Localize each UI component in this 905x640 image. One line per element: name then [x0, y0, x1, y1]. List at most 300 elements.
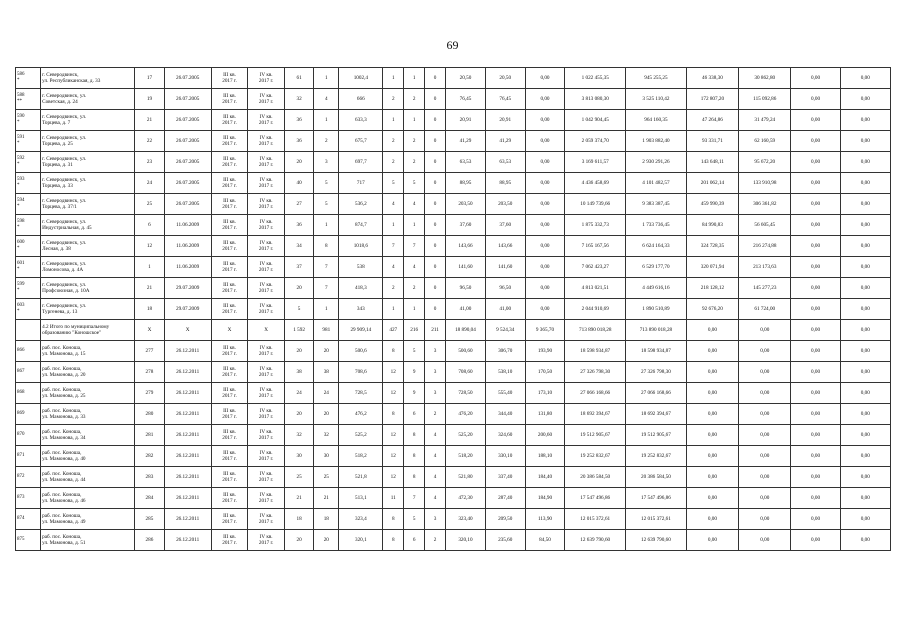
cell-r1: 8: [383, 341, 404, 362]
cell-m4: 0,00: [739, 362, 791, 383]
cell-z2: 0,00: [840, 215, 890, 236]
cell-z1: 0,00: [791, 404, 840, 425]
cell-r1: 7: [383, 236, 404, 257]
cell-s1: 521,80: [446, 467, 486, 488]
cell-q2: IV кв. 2017 г.: [248, 194, 285, 215]
cell-addr: раб. пос. Коноша, ул. Мамонова, д. 33: [41, 404, 135, 425]
cell-m3: 46 338,30: [686, 68, 738, 89]
cell-area: 418,3: [339, 278, 383, 299]
cell-z1: 0,00: [791, 152, 840, 173]
cell-m1: 27 066 168,66: [565, 383, 626, 404]
cell-z1: 0,00: [791, 341, 840, 362]
cell-z2: 0,00: [840, 131, 890, 152]
cell-q2: IV кв. 2017 г.: [248, 152, 285, 173]
cell-s3: 200,60: [525, 425, 565, 446]
cell-r1: 1: [383, 299, 404, 320]
cell-s2: 235,60: [485, 530, 525, 551]
cell-area: 518,2: [339, 446, 383, 467]
cell-m4: 216 274,88: [739, 236, 791, 257]
cell-date: 29.07.2009: [164, 278, 211, 299]
cell-m1: 27 326 798,30: [565, 362, 626, 383]
cell-c2: 7: [314, 257, 339, 278]
cell-m4: 115 092,86: [739, 89, 791, 110]
cell-q1: III кв. 2017 г.: [211, 131, 248, 152]
cell-addr: раб. пос. Коноша, ул. Мамонова, д. 15: [41, 341, 135, 362]
cell-r2: 9: [404, 362, 425, 383]
cell-m4: 0,00: [739, 341, 791, 362]
cell-area: 29 909,14: [339, 320, 383, 341]
cell-r3: 4: [425, 488, 446, 509]
cell-s2: 96,50: [485, 278, 525, 299]
cell-c1: 20: [284, 152, 313, 173]
cell-s3: 0,00: [525, 152, 565, 173]
cell-addr: раб. пос. Коноша, ул. Мамонова, д. 46: [41, 488, 135, 509]
cell-z1: 0,00: [791, 194, 840, 215]
cell-s3: 170,50: [525, 362, 565, 383]
cell-c1: 20: [284, 530, 313, 551]
cell-m1: 3 169 611,57: [565, 152, 626, 173]
cell-q1: III кв. 2017 г.: [211, 215, 248, 236]
cell-m4: 0,00: [739, 530, 791, 551]
cell-m3: 0,00: [686, 446, 738, 467]
cell-m4: 213 173,63: [739, 257, 791, 278]
cell-s2: 41,00: [485, 299, 525, 320]
cell-s2: 287,40: [485, 488, 525, 509]
cell-idx: 871: [16, 446, 41, 467]
cell-area: 675,7: [339, 131, 383, 152]
cell-q2: IV кв. 2017 г.: [248, 425, 285, 446]
cell-c1: 21: [284, 488, 313, 509]
cell-n: 285: [135, 509, 164, 530]
cell-m4: 56 605,45: [739, 215, 791, 236]
cell-m4: 0,00: [739, 320, 791, 341]
cell-c2: 20: [314, 341, 339, 362]
cell-c1: 24: [284, 383, 313, 404]
cell-idx: 600 *: [16, 236, 41, 257]
cell-m1: 1 022 455,35: [565, 68, 626, 89]
cell-c1: 38: [284, 362, 313, 383]
cell-q2: IV кв. 2017 г.: [248, 257, 285, 278]
cell-area: 728,5: [339, 383, 383, 404]
cell-s3: 0,00: [525, 236, 565, 257]
cell-m1: 713 890 018,28: [565, 320, 626, 341]
cell-z2: 0,00: [840, 362, 890, 383]
cell-date: 26.07.2005: [164, 173, 211, 194]
cell-r3: 3: [425, 341, 446, 362]
cell-z1: 0,00: [791, 383, 840, 404]
cell-r3: 4: [425, 446, 446, 467]
cell-c1: 25: [284, 467, 313, 488]
cell-c2: 5: [314, 194, 339, 215]
cell-addr: г. Северодвинск, ул. Торцева, д. 25: [41, 131, 135, 152]
cell-m1: 7 062 423,27: [565, 257, 626, 278]
table-row: [16, 131, 891, 152]
cell-c2: 1: [314, 299, 339, 320]
cell-date: 26.07.2005: [164, 194, 211, 215]
cell-s3: 0,00: [525, 278, 565, 299]
cell-z1: 0,00: [791, 278, 840, 299]
cell-addr: г. Северодвинск, ул. Республиканская, д. 33: [41, 68, 135, 89]
cell-c2: 20: [314, 530, 339, 551]
cell-m1: 12 015 372,61: [565, 509, 626, 530]
table-row: [16, 530, 891, 551]
cell-c2: 21: [314, 488, 339, 509]
cell-addr: раб. пос. Коноша, ул. Мамонова, д. 49: [41, 509, 135, 530]
cell-z2: 0,00: [840, 278, 890, 299]
cell-date: 26.12.2011: [164, 425, 211, 446]
cell-c2: 3: [314, 152, 339, 173]
cell-n: 277: [135, 341, 164, 362]
cell-n: 21: [135, 110, 164, 131]
cell-idx: 875: [16, 530, 41, 551]
cell-s1: 500,60: [446, 341, 486, 362]
cell-n: X: [135, 320, 164, 341]
cell-s1: 476,20: [446, 404, 486, 425]
cell-c2: 7: [314, 278, 339, 299]
table-row: [16, 152, 891, 173]
cell-r3: 0: [425, 68, 446, 89]
cell-m3: 0,00: [686, 530, 738, 551]
cell-addr: 4.2 Итого по муниципальному образованию "Коношское": [41, 320, 135, 341]
cell-n: 17: [135, 68, 164, 89]
cell-c2: 24: [314, 383, 339, 404]
cell-q2: IV кв. 2017 г.: [248, 488, 285, 509]
table-row: [16, 425, 891, 446]
cell-m4: 0,00: [739, 467, 791, 488]
cell-r1: 8: [383, 509, 404, 530]
cell-s2: 209,50: [485, 509, 525, 530]
cell-addr: г. Северодвинск, ул. Советская, д. 24: [41, 89, 135, 110]
cell-m4: 95 672,20: [739, 152, 791, 173]
cell-s3: 0,00: [525, 194, 565, 215]
cell-m4: 0,00: [739, 383, 791, 404]
cell-c1: 32: [284, 425, 313, 446]
table-row: [16, 194, 891, 215]
cell-r3: 211: [425, 320, 446, 341]
cell-q1: III кв. 2017 г.: [211, 299, 248, 320]
cell-m2: 18 598 934,87: [626, 341, 687, 362]
cell-s3: 0,00: [525, 215, 565, 236]
cell-r3: 0: [425, 194, 446, 215]
cell-date: 11.06.2009: [164, 215, 211, 236]
cell-s3: 184,40: [525, 467, 565, 488]
cell-q2: IV кв. 2017 г.: [248, 446, 285, 467]
table-row: [16, 362, 891, 383]
cell-n: 281: [135, 425, 164, 446]
cell-s2: 20,91: [485, 110, 525, 131]
cell-s1: 88,95: [446, 173, 486, 194]
cell-c2: 8: [314, 236, 339, 257]
cell-z2: 0,00: [840, 68, 890, 89]
cell-s2: 203,50: [485, 194, 525, 215]
cell-s3: 0,00: [525, 131, 565, 152]
cell-s2: 538,10: [485, 362, 525, 383]
cell-date: 26.07.2005: [164, 68, 211, 89]
cell-idx: 594 *: [16, 194, 41, 215]
cell-c2: 1: [314, 68, 339, 89]
cell-area: 717: [339, 173, 383, 194]
cell-c2: 4: [314, 89, 339, 110]
cell-q1: III кв. 2017 г.: [211, 530, 248, 551]
cell-m3: 93 331,71: [686, 131, 738, 152]
cell-q2: IV кв. 2017 г.: [248, 509, 285, 530]
cell-r1: 8: [383, 404, 404, 425]
cell-m1: 18 598 934,87: [565, 341, 626, 362]
cell-addr: раб. пос. Коноша, ул. Мамонова, д. 44: [41, 467, 135, 488]
cell-m4: 0,00: [739, 488, 791, 509]
cell-s2: 41,29: [485, 131, 525, 152]
cell-m1: 4 436 458,69: [565, 173, 626, 194]
cell-z1: 0,00: [791, 299, 840, 320]
cell-c1: 20: [284, 341, 313, 362]
cell-q2: IV кв. 2017 г.: [248, 215, 285, 236]
cell-r1: 4: [383, 257, 404, 278]
cell-idx: 590 *: [16, 110, 41, 131]
cell-z1: 0,00: [791, 173, 840, 194]
cell-m2: 4 101 482,57: [626, 173, 687, 194]
cell-m4: 0,00: [739, 425, 791, 446]
cell-z2: 0,00: [840, 404, 890, 425]
table-row: [16, 236, 891, 257]
cell-addr: г. Северодвинск, ул. Торцева, д. 7: [41, 110, 135, 131]
cell-r2: 2: [404, 278, 425, 299]
cell-s2: 555,40: [485, 383, 525, 404]
cell-s1: 41,29: [446, 131, 486, 152]
cell-idx: 873: [16, 488, 41, 509]
cell-area: 697,7: [339, 152, 383, 173]
cell-idx: 868: [16, 383, 41, 404]
cell-m4: 133 910,98: [739, 173, 791, 194]
cell-idx: 592 *: [16, 152, 41, 173]
cell-n: 284: [135, 488, 164, 509]
cell-r2: 7: [404, 236, 425, 257]
cell-area: 1018,6: [339, 236, 383, 257]
cell-date: 26.12.2011: [164, 404, 211, 425]
cell-r1: 2: [383, 131, 404, 152]
cell-q2: IV кв. 2017 г.: [248, 236, 285, 257]
cell-q2: IV кв. 2017 г.: [248, 68, 285, 89]
cell-area: 525,2: [339, 425, 383, 446]
cell-n: 18: [135, 299, 164, 320]
table-row: [16, 383, 891, 404]
cell-area: 538: [339, 257, 383, 278]
cell-z1: 0,00: [791, 488, 840, 509]
cell-s3: 131,80: [525, 404, 565, 425]
cell-m4: 306 361,82: [739, 194, 791, 215]
cell-s1: 728,50: [446, 383, 486, 404]
cell-s2: 337,40: [485, 467, 525, 488]
cell-r3: 0: [425, 152, 446, 173]
cell-date: 26.12.2011: [164, 530, 211, 551]
cell-addr: раб. пос. Коноша, ул. Мамонова, д. 25: [41, 383, 135, 404]
cell-m2: 6 624 164,33: [626, 236, 687, 257]
cell-s1: 37,60: [446, 215, 486, 236]
cell-m3: 0,00: [686, 467, 738, 488]
cell-r2: 6: [404, 404, 425, 425]
cell-addr: раб. пос. Коноша, ул. Мамонова, д. 20: [41, 362, 135, 383]
cell-s1: 141,60: [446, 257, 486, 278]
cell-z1: 0,00: [791, 215, 840, 236]
cell-m2: 3 525 110,42: [626, 89, 687, 110]
cell-m3: 47 264,86: [686, 110, 738, 131]
cell-r2: 1: [404, 68, 425, 89]
cell-area: 1002,4: [339, 68, 383, 89]
housing-program-table: [15, 67, 891, 551]
cell-addr: г. Северодвинск, ул. Лесная, д. 38: [41, 236, 135, 257]
cell-q1: III кв. 2017 г.: [211, 278, 248, 299]
cell-idx: 593 *: [16, 173, 41, 194]
cell-z2: 0,00: [840, 89, 890, 110]
cell-m2: 1 890 510,89: [626, 299, 687, 320]
cell-idx: 866: [16, 341, 41, 362]
cell-r3: 3: [425, 362, 446, 383]
cell-z2: 0,00: [840, 341, 890, 362]
cell-q2: IV кв. 2017 г.: [248, 89, 285, 110]
cell-r1: 12: [383, 467, 404, 488]
cell-s3: 173,10: [525, 383, 565, 404]
cell-z1: 0,00: [791, 509, 840, 530]
cell-idx: 598 *: [16, 215, 41, 236]
cell-z1: 0,00: [791, 446, 840, 467]
cell-m2: 20 386 584,50: [626, 467, 687, 488]
cell-date: 26.07.2005: [164, 110, 211, 131]
cell-s3: 113,90: [525, 509, 565, 530]
cell-s1: 525,20: [446, 425, 486, 446]
cell-q1: III кв. 2017 г.: [211, 236, 248, 257]
cell-c2: 20: [314, 404, 339, 425]
cell-z1: 0,00: [791, 530, 840, 551]
cell-c2: 18: [314, 509, 339, 530]
cell-s3: 0,00: [525, 89, 565, 110]
cell-s2: 141,60: [485, 257, 525, 278]
cell-m3: 0,00: [686, 383, 738, 404]
cell-q2: IV кв. 2017 г.: [248, 173, 285, 194]
cell-m2: 4 449 616,16: [626, 278, 687, 299]
cell-z2: 0,00: [840, 194, 890, 215]
cell-q2: IV кв. 2017 г.: [248, 530, 285, 551]
cell-m1: 3 813 080,30: [565, 89, 626, 110]
cell-r1: 5: [383, 173, 404, 194]
cell-r3: 0: [425, 278, 446, 299]
cell-s3: 0,00: [525, 110, 565, 131]
cell-m4: 31 479,24: [739, 110, 791, 131]
cell-s1: 20,91: [446, 110, 486, 131]
cell-z2: 0,00: [840, 488, 890, 509]
cell-m4: 0,00: [739, 446, 791, 467]
cell-s3: 0,00: [525, 257, 565, 278]
cell-area: 536,2: [339, 194, 383, 215]
cell-n: 21: [135, 278, 164, 299]
cell-m2: 1 733 736,45: [626, 215, 687, 236]
cell-r2: 7: [404, 488, 425, 509]
cell-m4: 30 862,80: [739, 68, 791, 89]
cell-addr: раб. пос. Коноша, ул. Мамонова, д. 51: [41, 530, 135, 551]
cell-r3: 4: [425, 425, 446, 446]
cell-c1: 30: [284, 446, 313, 467]
cell-r3: 0: [425, 215, 446, 236]
cell-z1: 0,00: [791, 425, 840, 446]
cell-r3: 0: [425, 257, 446, 278]
cell-m3: 172 807,20: [686, 89, 738, 110]
cell-q1: III кв. 2017 г.: [211, 509, 248, 530]
cell-m1: 12 639 790,60: [565, 530, 626, 551]
cell-r2: 216: [404, 320, 425, 341]
cell-m1: 19 512 905,67: [565, 425, 626, 446]
cell-r2: 8: [404, 467, 425, 488]
cell-s1: 143,66: [446, 236, 486, 257]
cell-area: 874,7: [339, 215, 383, 236]
cell-area: 666: [339, 89, 383, 110]
cell-date: 26.12.2011: [164, 341, 211, 362]
cell-idx: 586 *: [16, 68, 41, 89]
table-total-row: [16, 320, 891, 341]
cell-s2: 306,70: [485, 341, 525, 362]
cell-m1: 10 149 739,66: [565, 194, 626, 215]
cell-r2: 2: [404, 152, 425, 173]
cell-addr: раб. пос. Коноша, ул. Мамонова, д. 34: [41, 425, 135, 446]
cell-q1: III кв. 2017 г.: [211, 488, 248, 509]
cell-m2: 18 692 394,67: [626, 404, 687, 425]
cell-addr: раб. пос. Коноша, ул. Мамонова, д. 40: [41, 446, 135, 467]
cell-r1: 12: [383, 362, 404, 383]
cell-z1: 0,00: [791, 110, 840, 131]
cell-q2: IV кв. 2017 г.: [248, 383, 285, 404]
cell-r2: 5: [404, 341, 425, 362]
cell-s3: 9 365,70: [525, 320, 565, 341]
cell-q1: III кв. 2017 г.: [211, 110, 248, 131]
cell-n: 1: [135, 257, 164, 278]
cell-r2: 4: [404, 257, 425, 278]
cell-area: 521,8: [339, 467, 383, 488]
cell-date: 26.07.2005: [164, 152, 211, 173]
cell-date: 26.07.2005: [164, 89, 211, 110]
cell-q2: IV кв. 2017 г.: [248, 362, 285, 383]
cell-n: 282: [135, 446, 164, 467]
table-row: [16, 488, 891, 509]
cell-m3: 0,00: [686, 320, 738, 341]
cell-date: 26.12.2011: [164, 383, 211, 404]
cell-r2: 8: [404, 446, 425, 467]
cell-idx: 872: [16, 467, 41, 488]
cell-z2: 0,00: [840, 530, 890, 551]
cell-m3: 320 071,94: [686, 257, 738, 278]
cell-q1: III кв. 2017 г.: [211, 194, 248, 215]
table-row: [16, 173, 891, 194]
cell-date: 26.12.2011: [164, 362, 211, 383]
cell-m2: 964 160,35: [626, 110, 687, 131]
cell-m1: 1 875 332,73: [565, 215, 626, 236]
cell-s1: 41,00: [446, 299, 486, 320]
cell-addr: г. Северодвинск, ул. Индустриальная, д. 45: [41, 215, 135, 236]
cell-m1: 2 059 374,70: [565, 131, 626, 152]
cell-s3: 184,90: [525, 488, 565, 509]
cell-addr: г. Северодвинск, ул. Торцева, д. 31: [41, 152, 135, 173]
cell-m3: 84 990,83: [686, 215, 738, 236]
cell-n: 24: [135, 173, 164, 194]
table-row: [16, 299, 891, 320]
cell-z2: 0,00: [840, 236, 890, 257]
cell-n: 19: [135, 89, 164, 110]
table-row: [16, 257, 891, 278]
cell-c1: 27: [284, 194, 313, 215]
cell-date: 26.12.2011: [164, 446, 211, 467]
cell-addr: г. Северодвинск, ул. Профсоюзная, д. 10А: [41, 278, 135, 299]
cell-q1: III кв. 2017 г.: [211, 362, 248, 383]
cell-m3: 0,00: [686, 488, 738, 509]
cell-r1: 12: [383, 446, 404, 467]
cell-idx: 869: [16, 404, 41, 425]
cell-s2: 330,10: [485, 446, 525, 467]
